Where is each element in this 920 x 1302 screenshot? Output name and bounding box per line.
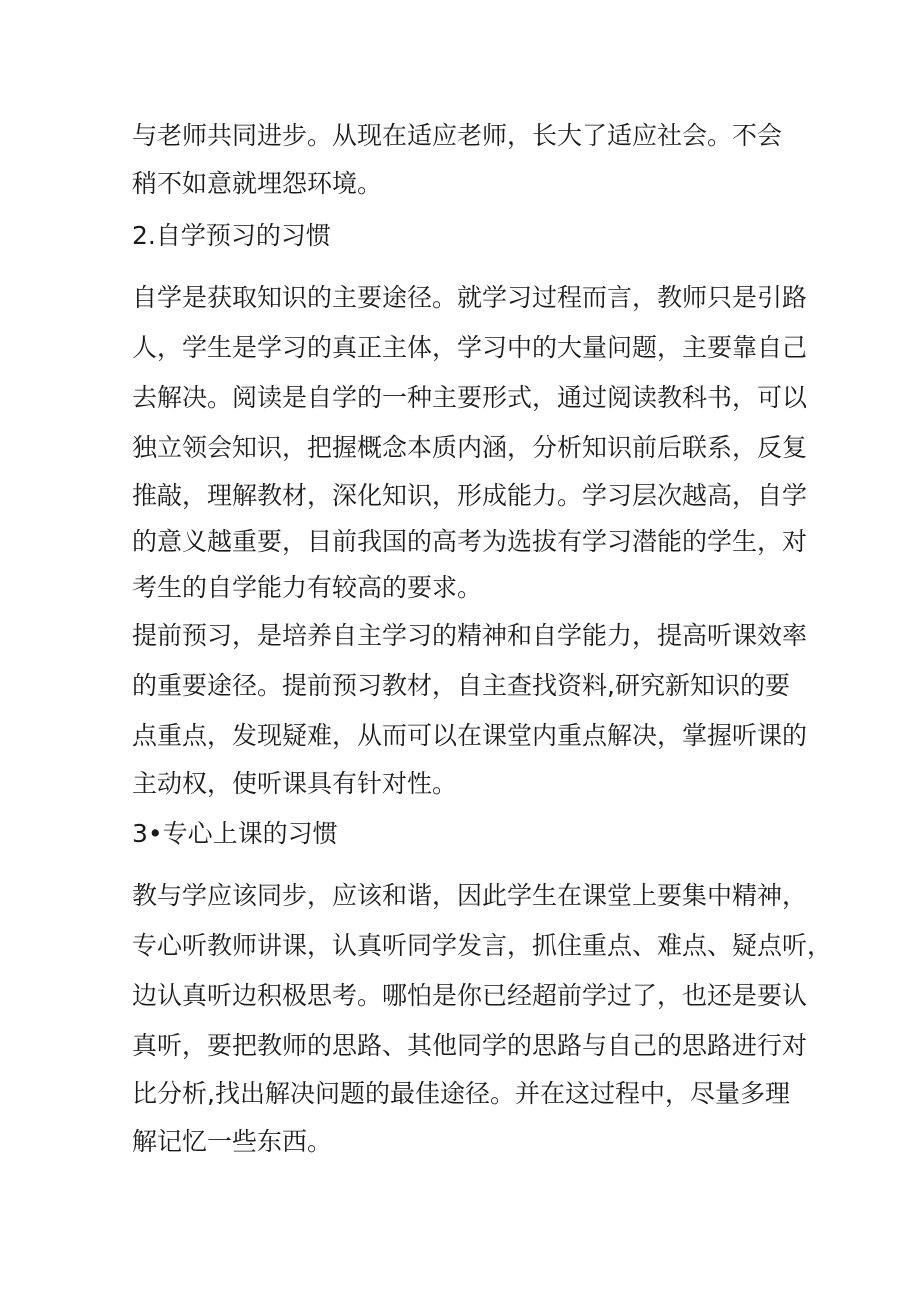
text-line: 稍不如意就埋怨环境。 (132, 169, 383, 198)
text-line: 比分析,找出解决问题的最佳途径。并在这过程中，尽量多理 (132, 1079, 790, 1108)
text-line: 的意义越重要，目前我国的高考为选拔有学习潜能的学生，对 (132, 527, 808, 556)
text-line: 教与学应该同步，应该和谐，因此学生在课堂上要集中精神， (132, 881, 808, 910)
text-line: 主动权，使听课具有针对性。 (132, 769, 458, 798)
text-line: 真听，要把教师的思路、其他同学的思路与自己的思路进行对 (132, 1031, 808, 1060)
text-line: 人，学生是学习的真正主体，学习中的大量问题，主要靠自己 (132, 333, 808, 362)
text-line: 边认真听边积极思考。哪怕是你已经超前学过了，也还是要认 (132, 981, 808, 1010)
text-line: 考生的自学能力有较高的要求。 (132, 573, 483, 602)
text-line: 解记忆一些东西。 (132, 1127, 333, 1156)
text-line: 自学是获取知识的主要途径。就学习过程而言，教师只是引路 (132, 283, 808, 312)
text-line: 独立领会知识，把握概念本质内涵，分析知识前后联系，反复 (132, 433, 808, 462)
section-heading: 2.自学预习的习惯 (132, 221, 331, 250)
text-line: 的重要途径。提前预习教材，自主查找资料,研究新知识的要 (132, 671, 790, 700)
text-line: 专心听教师讲课，认真听同学发言，抓住重点、难点、疑点听， (132, 931, 833, 960)
text-line: 提前预习，是培养自主学习的精神和自学能力，提高听课效率 (132, 621, 808, 650)
text-line: 点重点，发现疑难，从而可以在课堂内重点解决，掌握听课的 (132, 721, 808, 750)
text-line: 推敲，理解教材，深化知识，形成能力。学习层次越高，自学 (132, 481, 808, 510)
section-heading: 3•专心上课的习惯 (132, 819, 338, 848)
text-line: 与老师共同进步。从现在适应老师，长大了适应社会。不会 (132, 121, 783, 150)
text-line: 去解决。阅读是自学的一种主要形式，通过阅读教科书，可以 (132, 383, 808, 412)
